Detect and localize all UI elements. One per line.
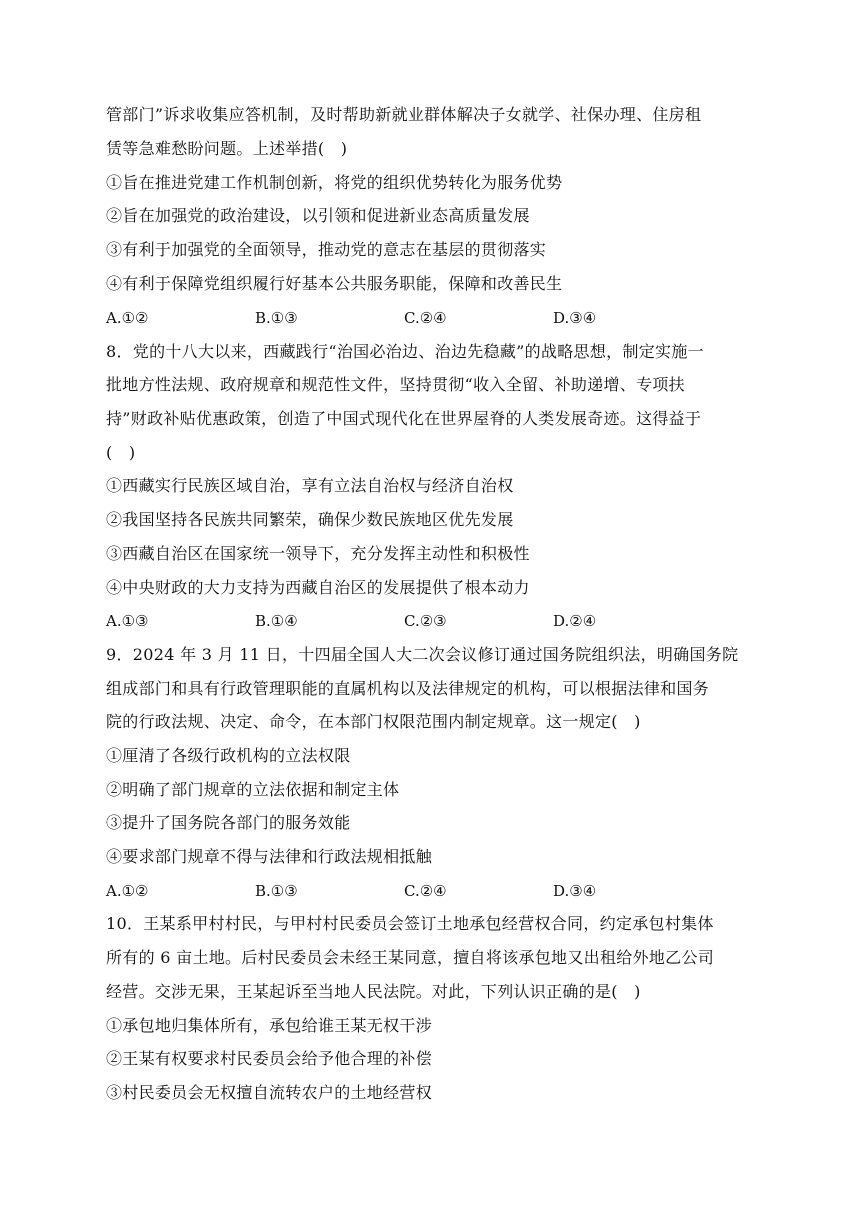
q8-options <box>106 611 766 631</box>
q10-statement-2: ②王某有权要求村民委员会给予他合理的补偿 <box>106 1049 433 1068</box>
q7-statement-1: ①旨在推进党建工作机制创新，将党的组织优势转化为服务优势 <box>106 173 563 192</box>
q9-options <box>106 881 766 901</box>
q9-option-d: D.③④ <box>553 882 597 900</box>
q10-stem-line-2: 所有的 6 亩土地。后村民委员会未经王某同意，擅自将该承包地又出租给外地乙公司 <box>106 948 715 967</box>
q10-statement-1: ①承包地归集体所有，承包给谁王某无权干涉 <box>106 1016 433 1035</box>
q10-stem-line-3: 经营。交涉无果，王某起诉至当地人民法院。对此，下列认识正确的是( ) <box>106 982 641 1001</box>
q10-stem-line-1: 10．王某系甲村村民，与甲村村民委员会签订土地承包经营权合同，约定承包村集体 <box>106 914 714 933</box>
q8-statement-3: ③西藏自治区在国家统一领导下，充分发挥主动性和积极性 <box>106 544 530 563</box>
q9-statement-1: ①厘清了各级行政机构的立法权限 <box>106 746 351 765</box>
q9-stem-line-3: 院的行政法规、决定、命令，在本部门权限范围内制定规章。这一规定( ) <box>106 712 641 731</box>
q8-option-d: D.②④ <box>553 612 597 630</box>
q8-stem-line-2: 批地方性法规、政府规章和规范性文件，坚持贯彻“收入全留、补助递增、专项扶 <box>106 375 685 394</box>
q7-statement-2: ②旨在加强党的政治建设，以引领和促进新业态高质量发展 <box>106 206 530 225</box>
q7-stem-line-2: 赁等急难愁盼问题。上述举措( ) <box>106 139 348 158</box>
q9-statement-4: ④要求部门规章不得与法律和行政法规相抵触 <box>106 847 433 866</box>
q9-statement-3: ③提升了国务院各部门的服务效能 <box>106 813 351 832</box>
q8-stem-line-4: ( ) <box>106 443 136 462</box>
q8-stem-line-1: 8．党的十八大以来，西藏践行“治国必治边、治边先稳藏”的战略思想，制定实施一 <box>106 342 704 361</box>
q8-statement-2: ②我国坚持各民族共同繁荣，确保少数民族地区优先发展 <box>106 510 514 529</box>
q8-option-a: A.①③ <box>106 612 149 630</box>
q8-statement-1: ①西藏实行民族区域自治，享有立法自治权与经济自治权 <box>106 476 514 495</box>
q9-stem-line-1: 9．2024 年 3 月 11 日，十四届全国人大二次会议修订通过国务院组织法，明确国务院 <box>106 645 739 664</box>
q7-option-d: D.③④ <box>553 309 597 327</box>
q8-option-c: C.②③ <box>404 612 447 630</box>
q7-option-b: B.①③ <box>255 309 298 327</box>
q7-stem-line-1: 管部门”诉求收集应答机制，及时帮助新就业群体解决子女就学、社保办理、住房租 <box>106 105 702 124</box>
q7-statement-3: ③有利于加强党的全面领导，推动党的意志在基层的贯彻落实 <box>106 240 547 259</box>
q8-stem-line-3: 持”财政补贴优惠政策，创造了中国式现代化在世界屋脊的人类发展奇迹。这得益于 <box>106 409 702 428</box>
q9-option-b: B.①③ <box>255 882 298 900</box>
q7-option-c: C.②④ <box>404 309 447 327</box>
q10-statement-3: ③村民委员会无权擅自流转农户的土地经营权 <box>106 1083 433 1102</box>
q9-stem-line-2: 组成部门和具有行政管理职能的直属机构以及法律规定的机构，可以根据法律和国务 <box>106 679 710 698</box>
q7-options <box>106 308 766 328</box>
q8-statement-4: ④中央财政的大力支持为西藏自治区的发展提供了根本动力 <box>106 578 530 597</box>
q9-statement-2: ②明确了部门规章的立法依据和制定主体 <box>106 780 400 799</box>
q7-option-a: A.①② <box>106 309 149 327</box>
q8-option-b: B.①④ <box>255 612 298 630</box>
q9-option-c: C.②④ <box>404 882 447 900</box>
q9-option-a: A.①② <box>106 882 149 900</box>
q7-statement-4: ④有利于保障党组织履行好基本公共服务职能，保障和改善民生 <box>106 274 563 293</box>
